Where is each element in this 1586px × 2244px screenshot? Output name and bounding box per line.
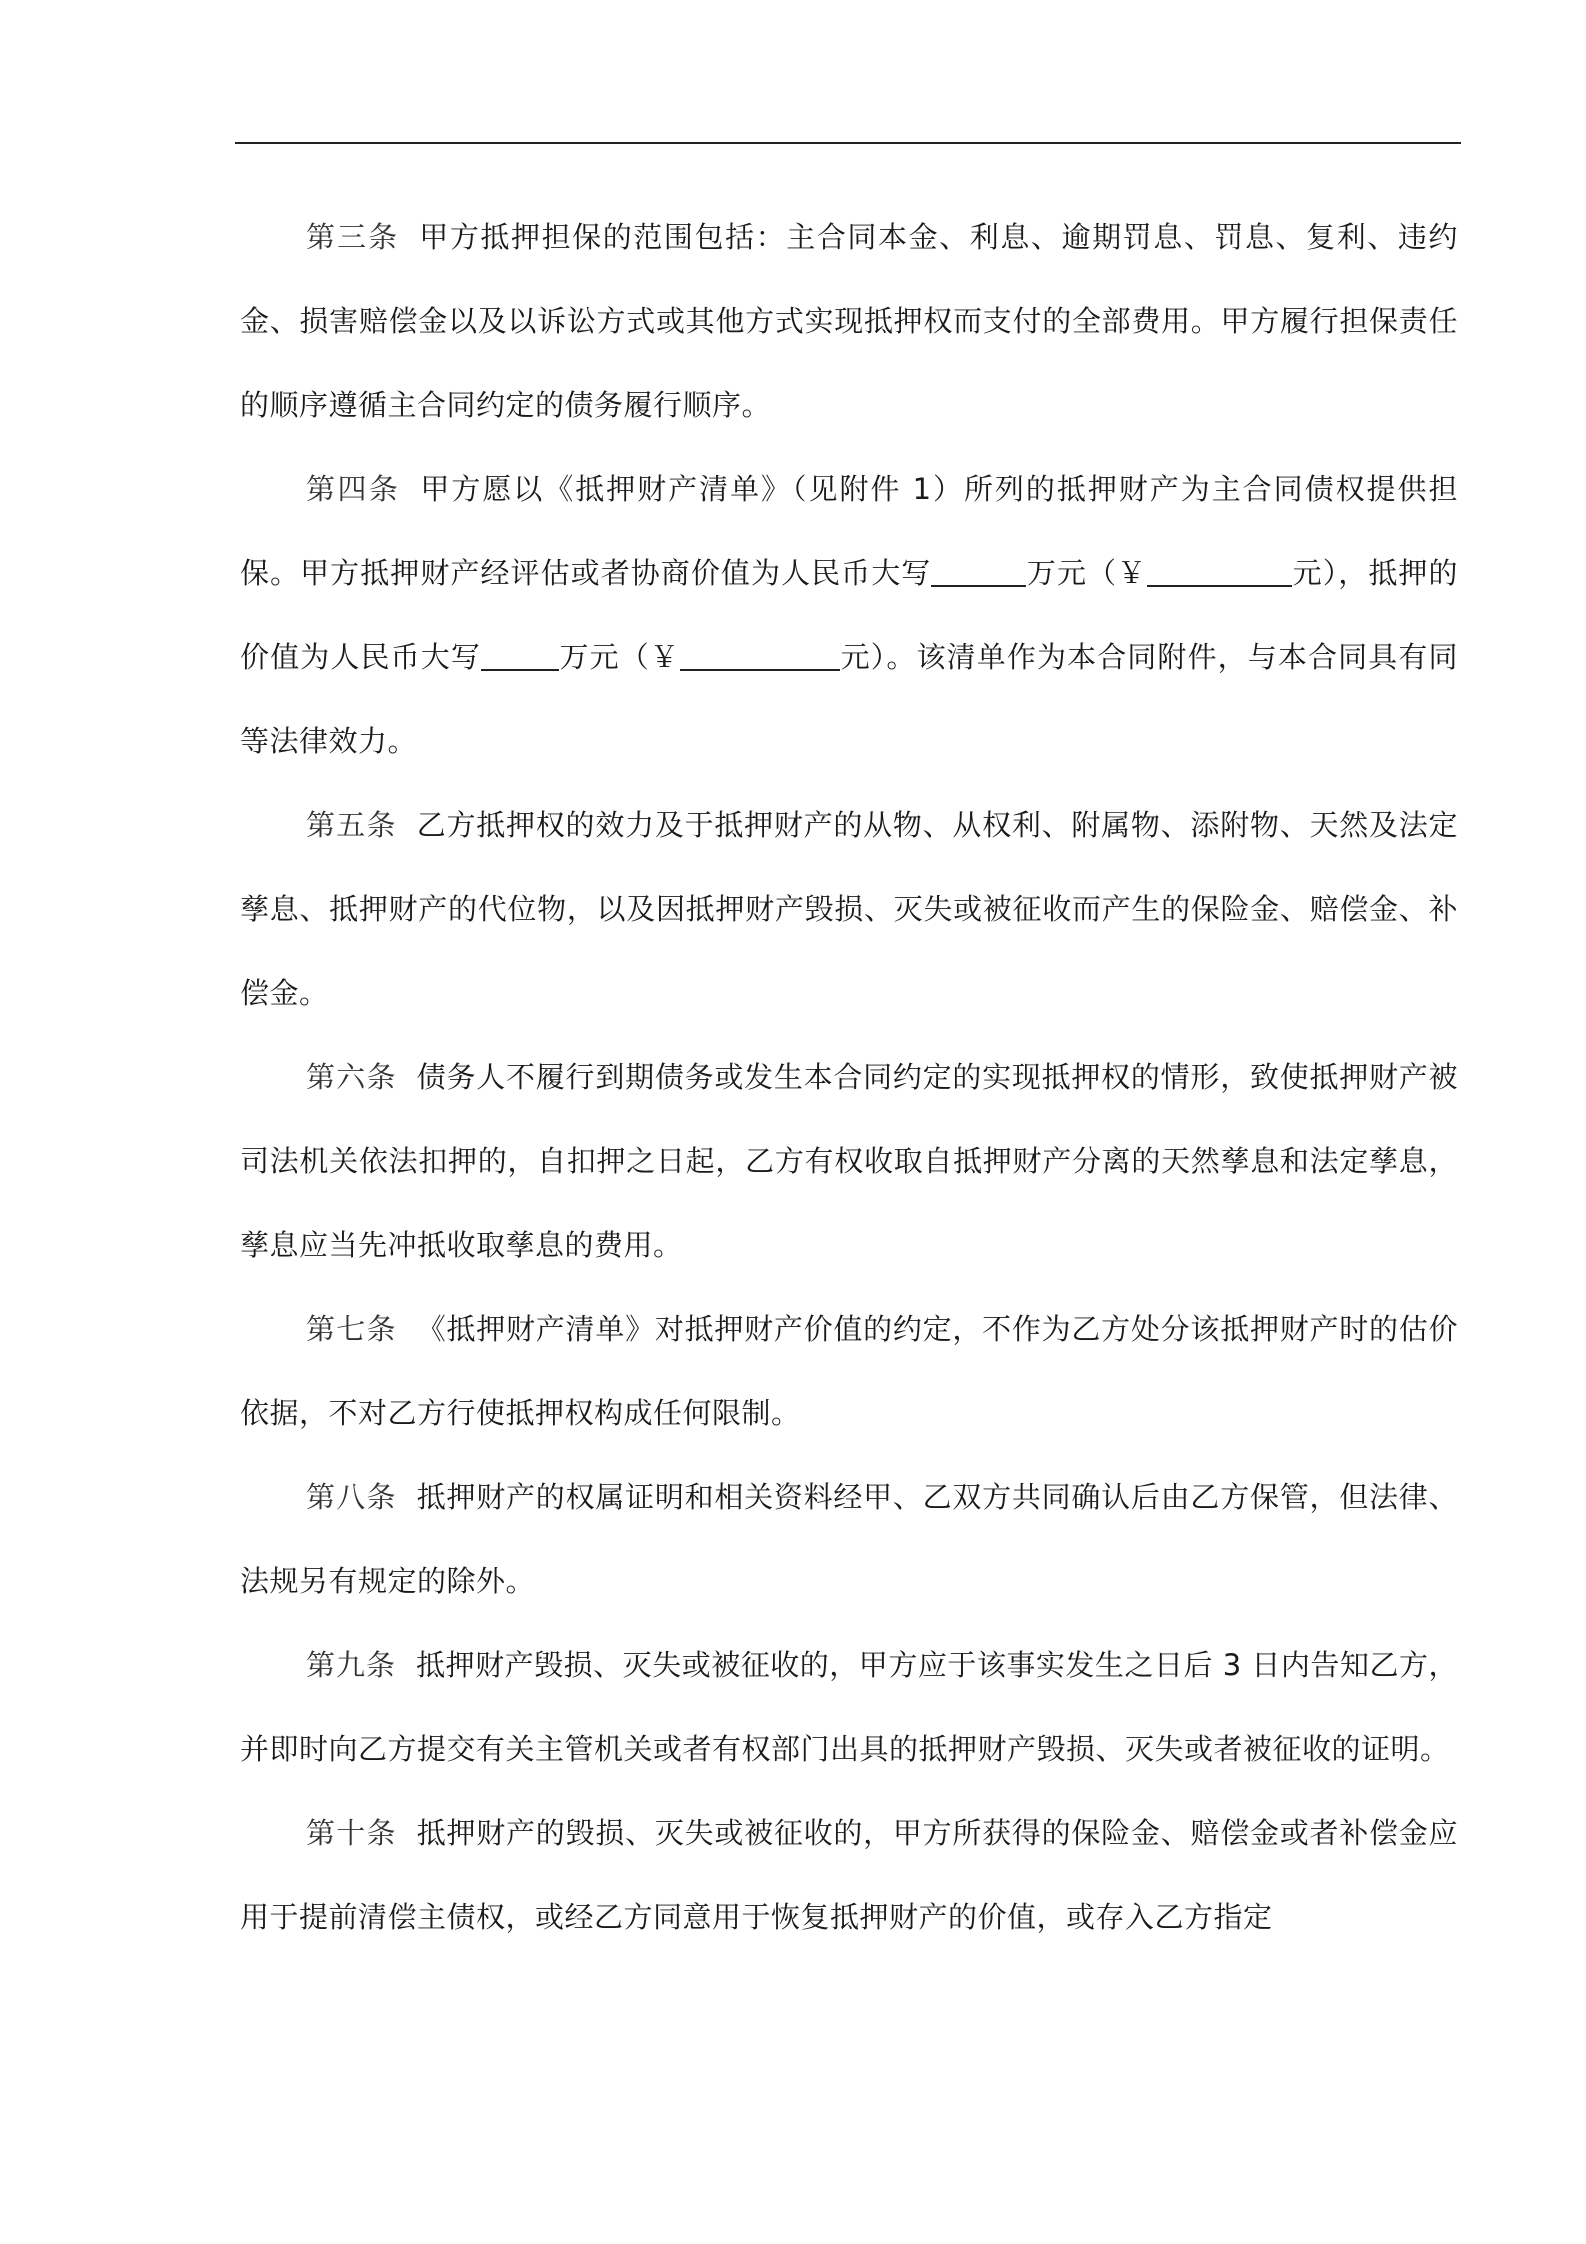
article-5 [240, 783, 1458, 1035]
header-rule [235, 142, 1461, 144]
article-text: 抵押财产的权属证明和相关资料经甲、乙双方共同确认后由乙方保管，但法律、法规另有规定的除外。 [240, 1480, 1458, 1598]
article-text: 乙方抵押权的效力及于抵押财产的从物、从权利、附属物、添附物、天然及法定孳息、抵押财产的代位物，以及因抵押财产毁损、灭失或被征收而产生的保险金、赔偿金、补偿金。 [240, 808, 1458, 1010]
article-text: 甲方抵押担保的范围包括：主合同本金、利息、逾期罚息、罚息、复利、违约金、损害赔偿金以及以诉讼方式或其他方式实现抵押权而支付的全部费用。甲方履行担保责任的顺序遵循主合同约定的债务履行顺序。 [240, 220, 1458, 422]
article-label: 第五条 [306, 808, 397, 842]
article-label: 第九条 [306, 1648, 397, 1682]
article-text-part: 元）。该清单作为本合同附件，与本合同具有同等法律效力。 [240, 640, 1458, 758]
article-4 [240, 447, 1458, 783]
article-label: 第三条 [306, 220, 400, 254]
article-label: 第十条 [306, 1816, 397, 1850]
article-text: 抵押财产的毁损、灭失或被征收的，甲方所获得的保险金、赔偿金或者补偿金应用于提前清偿主债权，或经乙方同意用于恢复抵押财产的价值，或存入乙方指定 [240, 1816, 1458, 1934]
document-body [240, 195, 1458, 1959]
blank-amount-capital [931, 555, 1026, 587]
article-text-part: 万元（￥ [1026, 556, 1148, 590]
article-3 [240, 195, 1458, 447]
blank-pledge-capital [481, 639, 559, 671]
article-text: 抵押财产毁损、灭失或被征收的，甲方应于该事实发生之日后 3 日内告知乙方，并即时向乙方提交有关主管机关或者有权部门出具的抵押财产毁损、灭失或者被征收的证明。 [240, 1648, 1458, 1766]
article-7 [240, 1287, 1458, 1455]
article-label: 第七条 [306, 1312, 397, 1346]
article-10 [240, 1791, 1458, 1959]
article-text: 《抵押财产清单》对抵押财产价值的约定，不作为乙方处分该抵押财产时的估价依据，不对乙方行使抵押权构成任何限制。 [240, 1312, 1458, 1430]
article-6 [240, 1035, 1458, 1287]
blank-pledge-numeric [680, 639, 840, 671]
article-label: 第八条 [306, 1480, 397, 1514]
article-8 [240, 1455, 1458, 1623]
article-text-part: 甲方愿以《抵押财产清单》（见附件 1）所列的抵押财产为主合同债权提供担保。甲方抵押财产经评估或者协商价值为人民币大写 [240, 472, 1458, 590]
article-text: 债务人不履行到期债务或发生本合同约定的实现抵押权的情形，致使抵押财产被司法机关依法扣押的，自扣押之日起，乙方有权收取自抵押财产分离的天然孳息和法定孳息，孳息应当先冲抵收取孳息的费用。 [240, 1060, 1458, 1262]
article-text-part: 元），抵押的价值为人民币大写 [240, 556, 1458, 674]
article-9 [240, 1623, 1458, 1791]
article-text-part: 万元（￥ [558, 640, 681, 674]
article-label: 第六条 [306, 1060, 397, 1094]
article-label: 第四条 [306, 472, 401, 506]
blank-amount-numeric [1147, 555, 1292, 587]
